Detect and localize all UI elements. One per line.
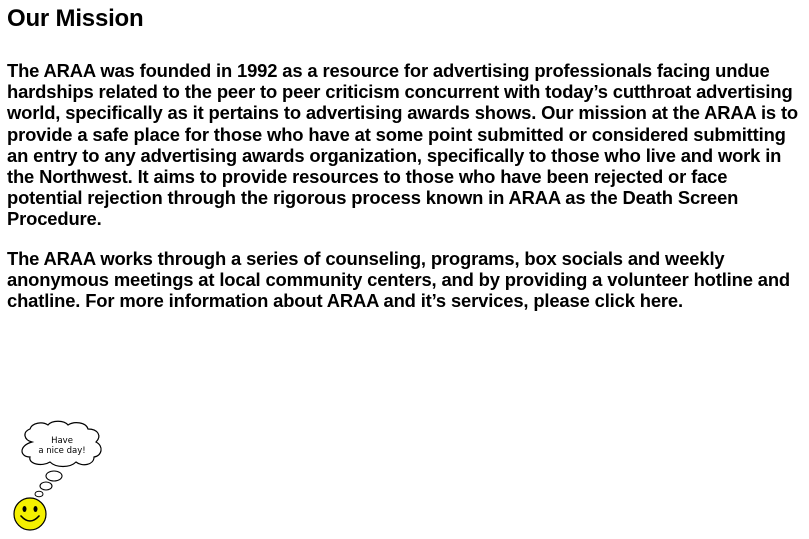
mission-page <box>7 0 807 311</box>
smiley-face-icon <box>12 496 48 532</box>
page-title: Our Mission <box>7 5 144 32</box>
thought-line-1: Have <box>51 436 73 446</box>
mission-paragraph: The ARAA was founded in 1992 as a resource for advertising professionals facing undue hardships related to the peer to peer criticism concurrent with today’s cutthroat advertising world, specifically as it pertains to advertising awards shows. Our mission at the ARAA is to provide a safe place for those who have at some point submitted or considered submitting an entry to any advertising awards organization, specifically to those who live and work in the Northwest. It aims to provide resources to those who have been rejected or face potential rejection through the rigorous process known in ARAA as the Death Screen Procedure. <box>7 60 799 230</box>
services-paragraph <box>7 248 807 312</box>
thought-line-2: a nice day! <box>38 446 86 456</box>
services-text: The ARAA works through a series of counseling, programs, box socials and weekly anonymous meetings at local community centers, and by providing a volunteer hotline and chatline. For more information about ARAA and it’s services, please click <box>7 247 791 312</box>
thought-bubble-doodle <box>10 420 115 532</box>
click-here-link[interactable]: here <box>639 290 678 312</box>
thought-bubble-text <box>26 436 98 456</box>
services-period: . <box>678 290 683 312</box>
